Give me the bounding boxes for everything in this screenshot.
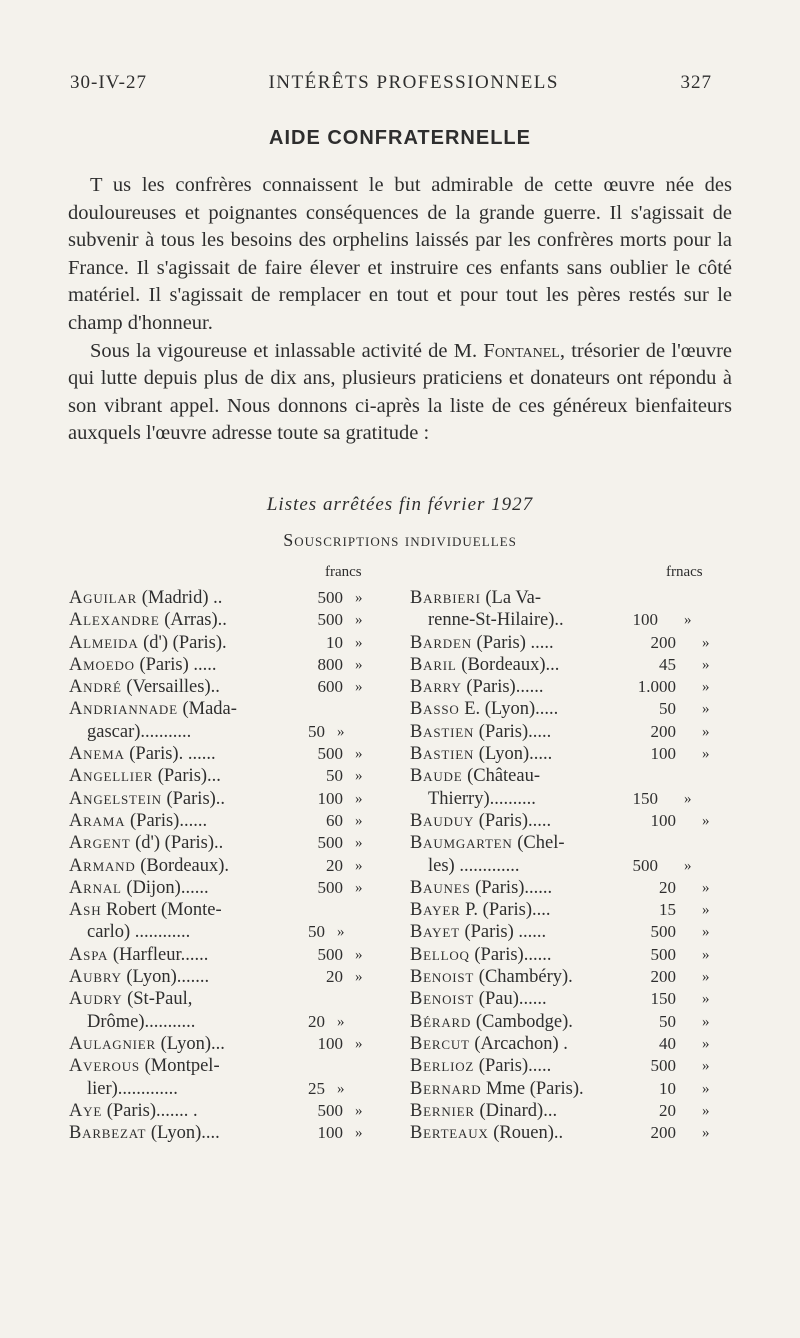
subscriber-name: Almeida (d') (Paris). 10 »: [69, 632, 363, 653]
subscriber-entry: [69, 698, 389, 743]
donation-amount: 40: [659, 1033, 676, 1053]
ditto-mark: »: [684, 857, 692, 874]
ditto-mark: »: [355, 612, 363, 629]
section-label: Souscriptions individuelles: [283, 530, 517, 550]
ditto-mark: »: [355, 969, 363, 986]
subscriber-entry: [410, 743, 720, 765]
subscriber-name: Ash Robert (Monte-: [69, 900, 222, 921]
subscriber-entry: [69, 944, 389, 966]
subscriber-name-continued: lier)............. 25 »: [87, 1078, 345, 1099]
donation-amount: 500: [317, 833, 343, 853]
subscriber-entry: [69, 1100, 389, 1122]
donation-amount: 100: [650, 744, 676, 764]
donation-amount: 60: [326, 810, 343, 830]
subscriber-entry: [410, 1122, 720, 1144]
paragraph-2-before: Sous la vigoureuse et inlassable activité de M.: [90, 339, 484, 362]
subscriber-name: André (Versailles).. 600 »: [69, 677, 363, 698]
donation-amount: 500: [650, 1056, 676, 1076]
subscriber-entry: [69, 877, 389, 899]
subscriber-entry: [410, 676, 720, 698]
donation-amount: 500: [317, 588, 343, 607]
ditto-mark: »: [702, 879, 710, 896]
subscriber-name: Audry (St-Paul,: [69, 989, 193, 1010]
subscriber-entry: [69, 832, 389, 854]
subscriber-entry: [69, 899, 389, 944]
subscriber-name-continued: gascar)........... 50 »: [87, 721, 345, 742]
ditto-mark: »: [355, 1102, 363, 1119]
ditto-mark: »: [355, 746, 363, 763]
right-column-currency-header: frnacs: [666, 564, 703, 580]
donation-amount: 20: [308, 1011, 325, 1031]
subscriber-entry: [69, 988, 389, 1033]
subscriber-name: Bernier (Dinard)... 20 »: [410, 1100, 710, 1121]
donation-amount: 100: [632, 610, 658, 630]
subscriber-name: Belloq (Paris)...... 500 »: [410, 944, 710, 965]
subscriber-name: Bastien (Lyon)..... 100 »: [410, 744, 710, 765]
subscriber-name: Baril (Bordeaux)... 45 »: [410, 654, 710, 675]
ditto-mark: »: [337, 723, 345, 740]
article-body: [68, 172, 732, 448]
subscriber-name: Benoist (Chambéry). 200 »: [410, 967, 710, 988]
subscriber-entry: [410, 1055, 720, 1077]
ditto-mark: »: [702, 946, 710, 963]
subscriber-name: Baude (Château-: [410, 766, 541, 787]
subscriber-entry: [410, 899, 720, 921]
subscriber-entry: [410, 721, 720, 743]
subscriber-entry: [69, 587, 389, 609]
donation-amount: 500: [317, 1100, 343, 1120]
treasurer-name: Fontanel: [483, 339, 560, 362]
subscriber-name: Berlioz (Paris)..... 500 »: [410, 1056, 710, 1077]
donation-amount: 500: [317, 944, 343, 964]
ditto-mark: »: [702, 1035, 710, 1052]
header-date: 30-IV-27: [70, 72, 147, 93]
subscriber-name: Bernard Mme (Paris). 10 »: [410, 1078, 710, 1099]
donation-amount: 15: [659, 900, 676, 920]
subscriber-name: Bérard (Cambodge). 50 »: [410, 1011, 710, 1032]
page-number: 327: [680, 72, 712, 93]
donation-amount: 500: [317, 610, 343, 630]
subscriber-entry: [410, 1033, 720, 1055]
donation-amount: 20: [326, 967, 343, 987]
ditto-mark: »: [337, 1013, 345, 1030]
subscriber-entry: [410, 654, 720, 676]
subscriber-entry: [410, 810, 720, 832]
donation-amount: 200: [650, 632, 676, 652]
subscriber-name: Anema (Paris). ...... 500 »: [69, 744, 363, 765]
subscriber-entry: [69, 676, 389, 698]
donation-amount: 20: [659, 1100, 676, 1120]
subscriber-name: Baumgarten (Chel-: [410, 833, 565, 854]
subscriber-entry: [69, 632, 389, 654]
subscriber-name-continued: carlo) ............ 50 »: [87, 922, 345, 943]
ditto-mark: »: [355, 1035, 363, 1052]
subscriber-name: Bayer P. (Paris).... 15 »: [410, 900, 710, 921]
subscriber-name: Aguilar (Madrid) .. 500 »: [69, 588, 363, 608]
subscriber-name: Argent (d') (Paris).. 500 »: [69, 833, 363, 854]
donation-amount: 500: [650, 922, 676, 942]
subscriber-name: Barbieri (La Va-: [410, 588, 542, 608]
donation-amount: 500: [632, 855, 658, 875]
donation-amount: 200: [650, 1123, 676, 1143]
ditto-mark: »: [702, 701, 710, 718]
running-head: [70, 72, 712, 94]
subscriber-entry: [410, 587, 720, 632]
subscriber-entry: [410, 944, 720, 966]
donation-amount: 20: [326, 855, 343, 875]
left-column-currency-header: francs: [325, 564, 362, 580]
ditto-mark: »: [684, 612, 692, 629]
ditto-mark: »: [702, 679, 710, 696]
list-subheading: Listes arrêtées fin février 1927: [266, 494, 534, 515]
subscriber-entry: [410, 966, 720, 988]
donation-amount: 50: [659, 1011, 676, 1031]
donation-amount: 200: [650, 967, 676, 987]
subscriber-name: Bauduy (Paris)..... 100 »: [410, 810, 710, 831]
ditto-mark: »: [702, 656, 710, 673]
donation-amount: 1.000: [637, 677, 676, 697]
paragraph-2: [68, 338, 732, 448]
ditto-mark: »: [355, 768, 363, 785]
subscriber-name: Bayet (Paris) ...... 500 »: [410, 922, 710, 943]
subscriber-entry: [69, 765, 389, 787]
ditto-mark: »: [702, 1102, 710, 1119]
subscriber-name: Aulagnier (Lyon)... 100 »: [69, 1033, 363, 1054]
subscriber-name: Averous (Montpel-: [69, 1056, 220, 1077]
donation-amount: 100: [650, 810, 676, 830]
subscriber-name: Berteaux (Rouen).. 200 »: [410, 1123, 710, 1144]
subscriber-name: Angellier (Paris)... 50 »: [69, 766, 363, 787]
subscriber-entry: [69, 788, 389, 810]
donation-amount: 500: [317, 744, 343, 764]
subscriber-entry: [69, 810, 389, 832]
subscriber-entry: [410, 1011, 720, 1033]
donation-amount: 20: [659, 877, 676, 897]
subscriber-entry: [69, 654, 389, 676]
ditto-mark: »: [702, 991, 710, 1008]
ditto-mark: »: [702, 902, 710, 919]
donation-amount: 50: [308, 922, 325, 942]
ditto-mark: »: [355, 879, 363, 896]
ditto-mark: »: [702, 746, 710, 763]
ditto-mark: »: [355, 634, 363, 651]
subscriber-name: Alexandre (Arras).. 500 »: [69, 610, 363, 631]
subscriber-name: Barry (Paris)...... 1.000 »: [410, 677, 710, 698]
ditto-mark: »: [355, 1125, 363, 1142]
subscriber-name: Bercut (Arcachon) . 40 »: [410, 1033, 710, 1054]
ditto-mark: »: [355, 590, 363, 606]
subscriber-name-continued: Drôme)........... 20 »: [87, 1011, 345, 1032]
donation-amount: 150: [632, 788, 658, 808]
ditto-mark: »: [355, 679, 363, 696]
subscriber-name: Andriannade (Mada-: [69, 699, 237, 720]
subscriber-entry: [410, 1100, 720, 1122]
donation-amount: 100: [317, 788, 343, 808]
subscriber-entry: [410, 832, 720, 877]
ditto-mark: »: [355, 857, 363, 874]
ditto-mark: »: [702, 924, 710, 941]
donation-amount: 200: [650, 721, 676, 741]
subscriber-name: Bastien (Paris)..... 200 »: [410, 721, 710, 742]
subscriber-name: Aubry (Lyon)....... 20 »: [69, 967, 363, 988]
subscriber-name: Barden (Paris) ..... 200 »: [410, 632, 710, 653]
header-section: INTÉRÊTS PROFESSIONNELS: [268, 72, 559, 93]
subscriber-entry: [410, 921, 720, 943]
ditto-mark: »: [702, 1080, 710, 1097]
subscriber-entry: [410, 698, 720, 720]
ditto-mark: »: [684, 790, 692, 807]
ditto-mark: »: [702, 723, 710, 740]
donation-amount: 150: [650, 989, 676, 1009]
subscriber-entry: [69, 1122, 389, 1144]
subscriber-name: Aye (Paris)....... . 500 »: [69, 1100, 363, 1121]
donation-amount: 10: [659, 1078, 676, 1098]
subscriber-name: Armand (Bordeaux). 20 »: [69, 855, 363, 876]
subscriber-name-continued: Thierry).......... 150 »: [428, 788, 692, 809]
subscriber-entry: [410, 877, 720, 899]
subscriber-entry: [410, 765, 720, 810]
subscriber-name: Angelstein (Paris).. 100 »: [69, 788, 363, 809]
subscriber-name: Benoist (Pau)...... 150 »: [410, 989, 710, 1010]
donation-amount: 500: [317, 877, 343, 897]
subscriber-entry: [69, 855, 389, 877]
donation-amount: 500: [650, 944, 676, 964]
subscriber-name: Basso E. (Lyon)..... 50 »: [410, 699, 710, 720]
donation-amount: 10: [326, 632, 343, 652]
donation-amount: 800: [317, 654, 343, 674]
subscriber-name: Arnal (Dijon)...... 500 »: [69, 877, 363, 898]
subscriber-entry: [69, 966, 389, 988]
subscriber-name: Arama (Paris)...... 60 »: [69, 810, 363, 831]
donation-amount: 45: [659, 654, 676, 674]
donation-amount: 100: [317, 1033, 343, 1053]
paragraph-2-after: , trésorier de l'œuvre qui lutte depuis plus de dix ans, plusieurs praticiens et donateurs ont répondu à son vibrant appel. Nous donnons ci-après la liste de ces généreux bienfaiteurs auxquels l'œuvre adresse toute sa gratitude :: [68, 339, 732, 445]
subscriber-entry: [410, 988, 720, 1010]
ditto-mark: »: [355, 656, 363, 673]
subscriber-entry: [69, 1055, 389, 1100]
donation-amount: 50: [659, 699, 676, 719]
ditto-mark: »: [337, 1080, 345, 1097]
subscriber-entry: [410, 632, 720, 654]
ditto-mark: »: [702, 812, 710, 829]
donation-amount: 600: [317, 677, 343, 697]
ditto-mark: »: [702, 969, 710, 986]
article-title: AIDE CONFRATERNELLE: [269, 127, 531, 149]
subscriber-entry: [69, 609, 389, 631]
donation-amount: 25: [308, 1078, 325, 1098]
paragraph-1: T us les confrères connaissent le but admirable de cette œuvre née des douloureuses et poignantes conséquences de la grande guerre. Il s'agissait de subvenir à tous les besoins des orphelins laissés par les confrères morts pour la France. Il s'agissait de faire élever et instruire ces enfants sans oublier le côté matériel. Il s'agissait de remplacer en tout et pour tout les pères restés sur le champ d'honneur.: [68, 174, 732, 334]
ditto-mark: »: [702, 1013, 710, 1030]
subscriber-name: Barbezat (Lyon).... 100 »: [69, 1123, 363, 1144]
subscriber-entry: [69, 1033, 389, 1055]
subscriber-name-continued: les) ............. 500 »: [428, 855, 692, 876]
subscriber-name-continued: renne-St-Hilaire).. 100 »: [428, 610, 692, 631]
donation-amount: 50: [308, 721, 325, 741]
ditto-mark: »: [337, 924, 345, 941]
left-subscriber-column: [69, 587, 389, 1144]
donation-amount: 100: [317, 1123, 343, 1143]
ditto-mark: »: [355, 835, 363, 852]
donation-amount: 50: [326, 766, 343, 786]
ditto-mark: »: [355, 790, 363, 807]
subscriber-entry: [410, 1078, 720, 1100]
ditto-mark: »: [355, 812, 363, 829]
ditto-mark: »: [355, 946, 363, 963]
subscriber-name: Baunes (Paris)...... 20 »: [410, 877, 710, 898]
subscriber-name: Aspa (Harfleur...... 500 »: [69, 944, 363, 965]
ditto-mark: »: [702, 1125, 710, 1142]
ditto-mark: »: [702, 1058, 710, 1075]
right-subscriber-column: [410, 587, 720, 1144]
ditto-mark: »: [702, 634, 710, 651]
subscriber-entry: [69, 743, 389, 765]
subscriber-name: Amoedo (Paris) ..... 800 »: [69, 654, 363, 675]
